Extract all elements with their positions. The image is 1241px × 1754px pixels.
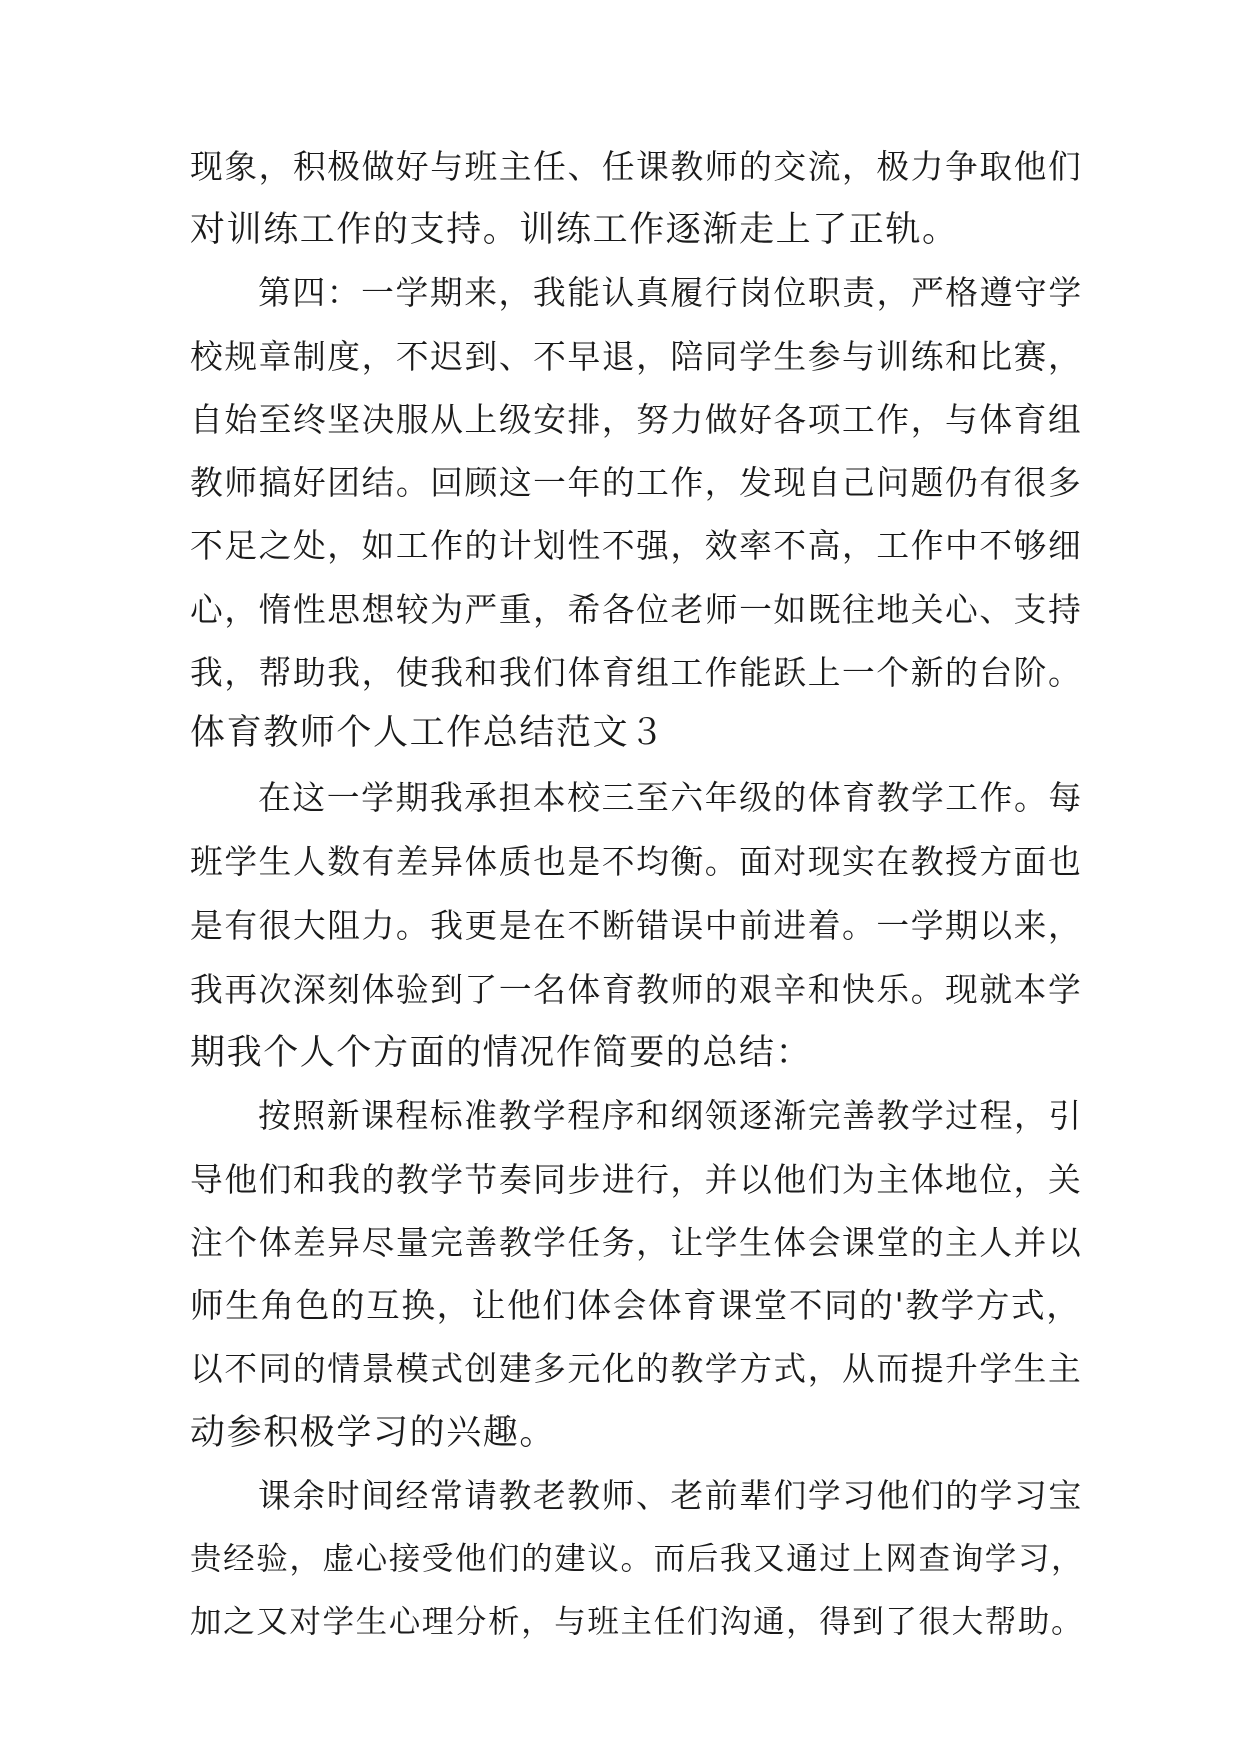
- text-line: 期我个人个方面的情况作简要的总结：: [190, 1033, 813, 1073]
- text-line: 注个体差异尽量完善教学任务，让学生体会课堂的主人并以: [190, 1224, 1083, 1262]
- text-line: 校规章制度，不迟到、不早退，陪同学生参与训练和比赛，: [190, 338, 1083, 376]
- text-line: 我再次深刻体验到了一名体育教师的艰辛和快乐。现就本学: [190, 971, 1083, 1009]
- text-line: 现象，积极做好与班主任、任课教师的交流，极力争取他们: [190, 148, 1083, 186]
- paragraph-start-line: 按照新课程标准教学程序和纲领逐渐完善教学过程，引: [258, 1097, 1083, 1135]
- paragraph-start-line: 在这一学期我承担本校三至六年级的体育教学工作。每: [258, 779, 1083, 817]
- text-line: 导他们和我的教学节奏同步进行，并以他们为主体地位，关: [190, 1161, 1083, 1199]
- text-line: 师生角色的互换，让他们体会体育课堂不同的'教学方式，: [190, 1286, 1082, 1325]
- paragraph-start-line: 课余时间经常请教老教师、老前辈们学习他们的学习宝: [258, 1477, 1083, 1515]
- text-line: 贵经验，虚心接受他们的建议。而后我又通过上网查询学习，: [190, 1541, 1085, 1577]
- text-line: 是有很大阻力。我更是在不断错误中前进着。一学期以来，: [190, 907, 1083, 945]
- text-line: 不足之处，如工作的计划性不强，效率不高，工作中不够细: [190, 527, 1083, 565]
- text-line: 对训练工作的支持。训练工作逐渐走上了正轨。: [190, 210, 959, 250]
- text-line: 教师搞好团结。回顾这一年的工作，发现自己问题仍有很多: [190, 464, 1083, 502]
- text-line: 班学生人数有差异体质也是不均衡。面对现实在教授方面也: [190, 843, 1083, 881]
- paragraph-start-line: 第四：一学期来，我能认真履行岗位职责，严格遵守学: [258, 274, 1083, 312]
- text-line: 动参积极学习的兴趣。: [190, 1413, 557, 1453]
- text-line: 我，帮助我，使我和我们体育组工作能跃上一个新的台阶。: [190, 654, 1083, 692]
- text-line: 以不同的情景模式创建多元化的教学方式，从而提升学生主: [190, 1350, 1083, 1388]
- section-heading: 体育教师个人工作总结范文３: [190, 713, 666, 753]
- text-line: 心，惰性思想较为严重，希各位老师一如既往地关心、支持: [190, 591, 1083, 629]
- text-line: 自始至终坚决服从上级安排，努力做好各项工作，与体育组: [190, 401, 1083, 439]
- text-line: 加之又对学生心理分析，与班主任们沟通，得到了很大帮助。: [190, 1604, 1085, 1640]
